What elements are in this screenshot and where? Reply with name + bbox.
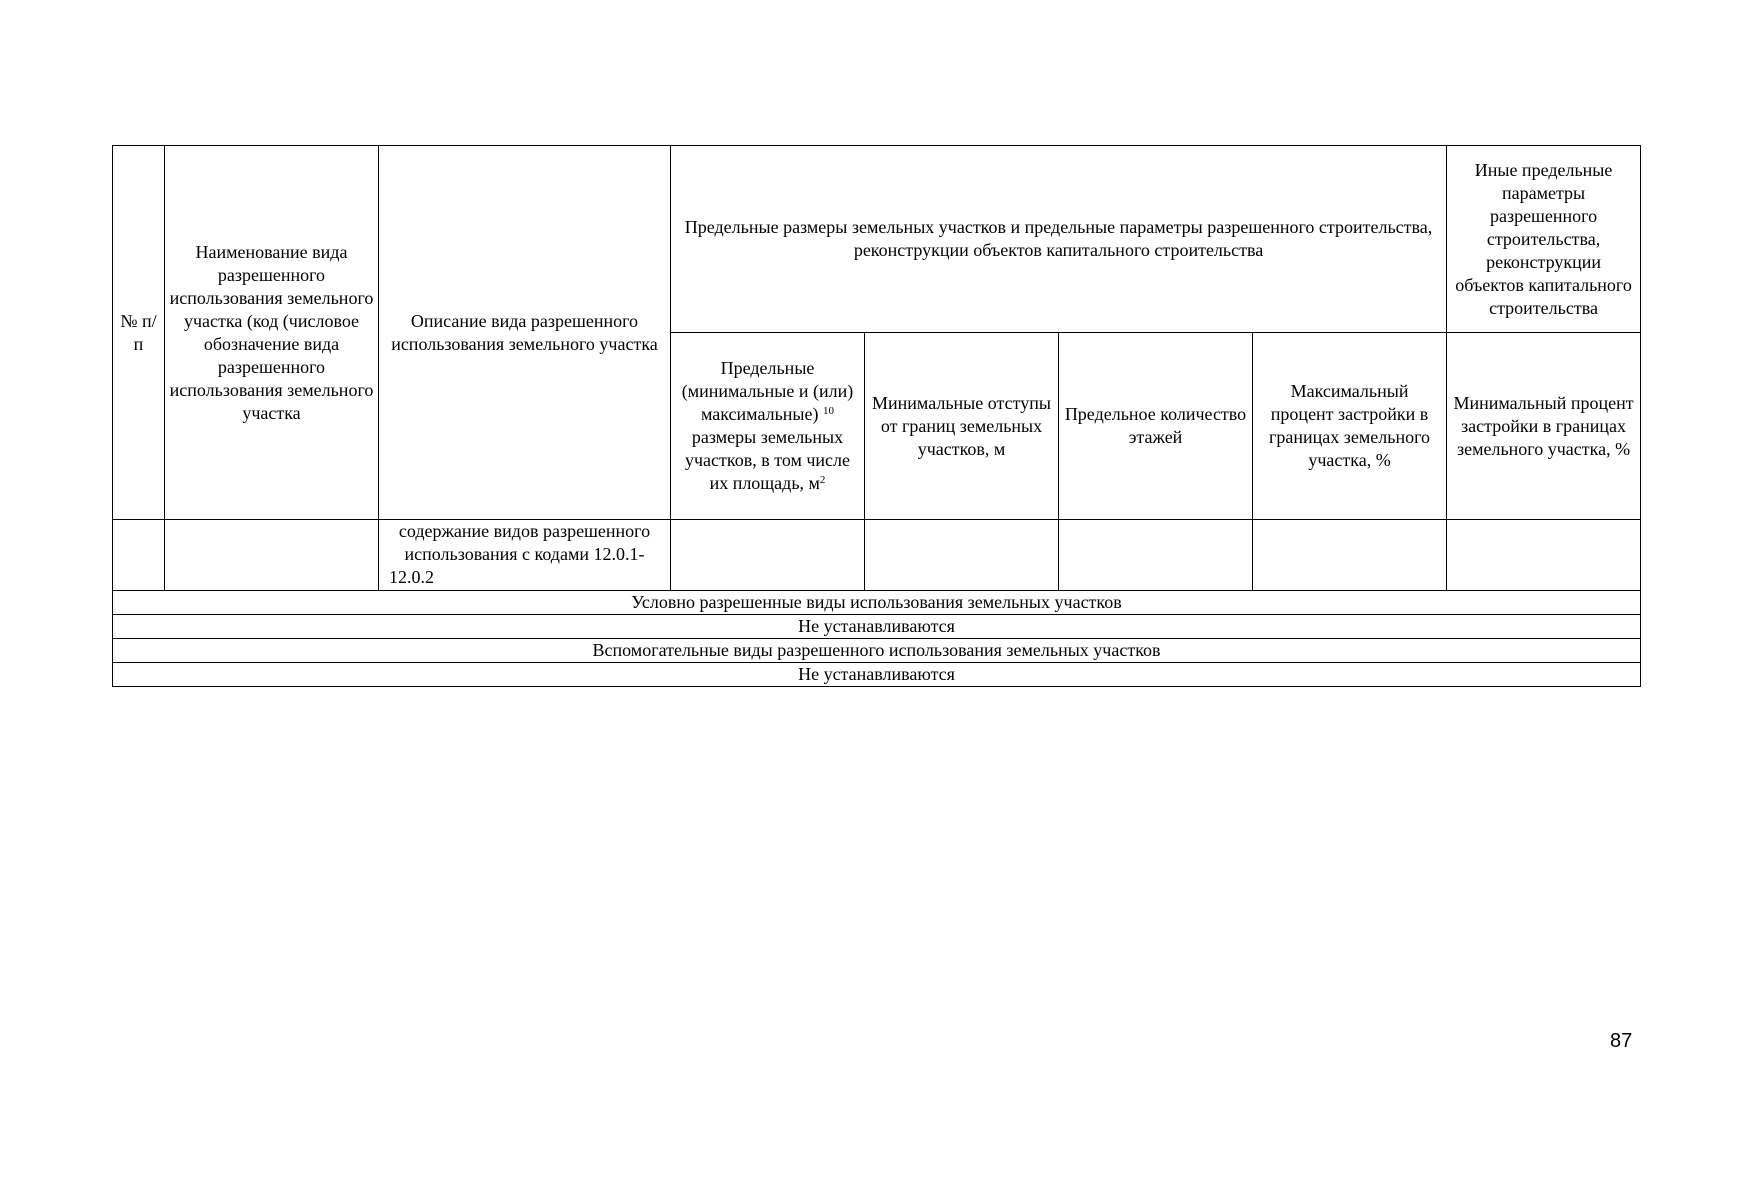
cell-number (113, 520, 165, 591)
section-heading: Условно разрешенные виды использования земельных участков (113, 591, 1641, 615)
header-other-params: Иные предельные параметры разрешенного строительства, реконструкции объектов капитального строительства (1447, 146, 1641, 333)
plot-sizes-text-end: размеры земельных участков, в том числе их площадь, м (684, 427, 851, 493)
page-number: 87 (1610, 1030, 1633, 1052)
header-limits-group: Предельные размеры земельных участков и предельные параметры разрешенного строительства, реконструкции объектов капитального строительства (671, 146, 1447, 333)
section-row-conditional (113, 591, 1641, 615)
section-row-not-set (113, 615, 1641, 639)
footnote-mark: 10 (823, 405, 834, 417)
section-value: Не устанавливаются (113, 663, 1641, 687)
cell-setbacks (865, 520, 1059, 591)
header-row-top (113, 146, 1641, 333)
table-row (113, 520, 1641, 591)
section-row-auxiliary (113, 639, 1641, 663)
section-heading: Вспомогательные виды разрешенного использования земельных участков (113, 639, 1641, 663)
cell-use-name (165, 520, 379, 591)
section-value: Не устанавливаются (113, 615, 1641, 639)
header-floors: Предельное количество этажей (1059, 333, 1253, 520)
header-use-description: Описание вида разрешенного использования земельного участка (379, 146, 671, 520)
cell-max-coverage (1253, 520, 1447, 591)
cell-min-coverage (1447, 520, 1641, 591)
header-setbacks: Минимальные отступы от границ земельных участков, м (865, 333, 1059, 520)
header-use-name: Наименование вида разрешенного использования земельного участка (код (числовое обозначение вида разрешенного использования земельного участка (165, 146, 379, 520)
header-number: № п/п (113, 146, 165, 520)
cell-floors (1059, 520, 1253, 591)
cell-use-description: содержание видов разрешенного использования с кодами 12.0.1-12.0.2 (379, 520, 671, 591)
header-min-coverage: Минимальный процент застройки в границах земельного участка, % (1447, 333, 1641, 520)
unit-superscript: 2 (819, 474, 826, 486)
land-use-parameters-table (112, 145, 1641, 687)
header-plot-sizes (671, 333, 865, 520)
section-row-not-set (113, 663, 1641, 687)
cell-plot-sizes (671, 520, 865, 591)
plot-sizes-text-start: Предельные (минимальные и (или) максимальные) (681, 358, 854, 424)
header-max-coverage: Максимальный процент застройки в границах земельного участка, % (1253, 333, 1447, 520)
